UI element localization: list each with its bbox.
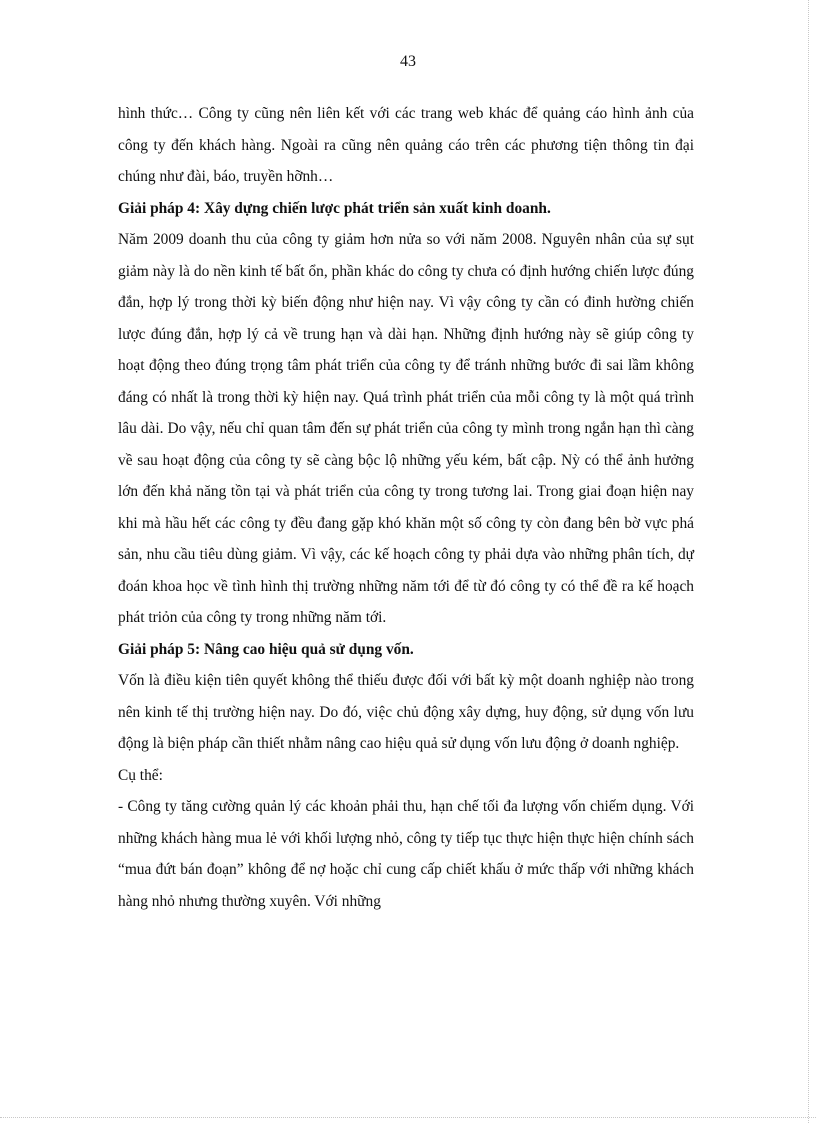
paragraph: Cụ thể: xyxy=(118,766,163,784)
page-edge-right xyxy=(808,0,809,1123)
section-heading: Giải pháp 5: Nâng cao hiệu quả sử dụng vốn. xyxy=(118,640,414,658)
paragraph: - Công ty tăng cường quản lý các khoản phải thu, hạn chế tối đa lượng vốn chiếm dụng. Với những khách hàng mua lẻ với khối lượng nhỏ, công ty tiếp tục thực hiện thực hiện chính sách “mua đứt bán đoạn” không để nợ hoặc chỉ cung cấp chiết khấu ở mức thấp với những khách hàng nhỏ nhưng thường xuyên. Với những xyxy=(118,798,694,910)
paragraph: Vốn là điều kiện tiên quyết không thể thiếu được đối với bất kỳ một doanh nghiệp nào trong nên kinh tế thị trường hiện nay. Do đó, việc chủ động xây dựng, huy động, sử dụng vốn lưu động là biện pháp cần thiết nhằm nâng cao hiệu quả sử dụng vốn lưu động ở doanh nghiệp. xyxy=(118,672,694,752)
document-body xyxy=(118,98,694,917)
section-heading: Giải pháp 4: Xây dựng chiến lược phát triển sản xuất kinh doanh. xyxy=(118,199,551,217)
paragraph: hình thức… Công ty cũng nên liên kết với các trang web khác để quảng cáo hình ảnh của công ty đến khách hàng. Ngoài ra cũng nên quảng cáo trên các phương tiện thông tin đại chúng như đài, báo, truyền hỡnh… xyxy=(118,105,694,185)
page-edge-bottom xyxy=(0,1117,816,1118)
paragraph: Năm 2009 doanh thu của công ty giảm hơn nửa so với năm 2008. Nguyên nhân của sự sụt giảm này là do nền kinh tế bất ổn, phần khác do công ty chưa có định hướng chiến lược đúng đắn, hợp lý trong thời kỳ biến động như hiện nay. Vì vậy công ty cần có đinh hường chiến lược đúng đắn, hợp lý cả về trung hạn và dài hạn. Những định hướng này sẽ giúp công ty hoạt động theo đúng trọng tâm phát triển của công ty để tránh những bước đi sai lầm không đáng có nhất là trong thời kỳ hiện nay. Quá trình phát triển của mỗi công ty là một quá trình lâu dài. Do vậy, nếu chỉ quan tâm đến sự phát triển của công ty mình trong ngắn hạn thì càng về sau hoạt động của công ty sẽ càng bộc lộ những yếu kém, bất cập. Nỳ có thể ảnh hưởng lớn đến khả năng tồn tại và phát triển của công ty trong tương lai. Trong giai đoạn hiện nay khi mà hầu hết các công ty đều đang gặp khó khăn một số công ty còn đang bên bờ vực phá sản, nhu cầu tiêu dùng giảm. Vì vậy, các kế hoạch công ty phải dựa vào những phân tích, dự đoán khoa học về tình hình thị trường những năm tới để từ đó công ty có thể đề ra kế hoạch phát triỏn của công ty trong những năm tới. xyxy=(118,231,694,626)
page-number: 43 xyxy=(400,53,416,70)
